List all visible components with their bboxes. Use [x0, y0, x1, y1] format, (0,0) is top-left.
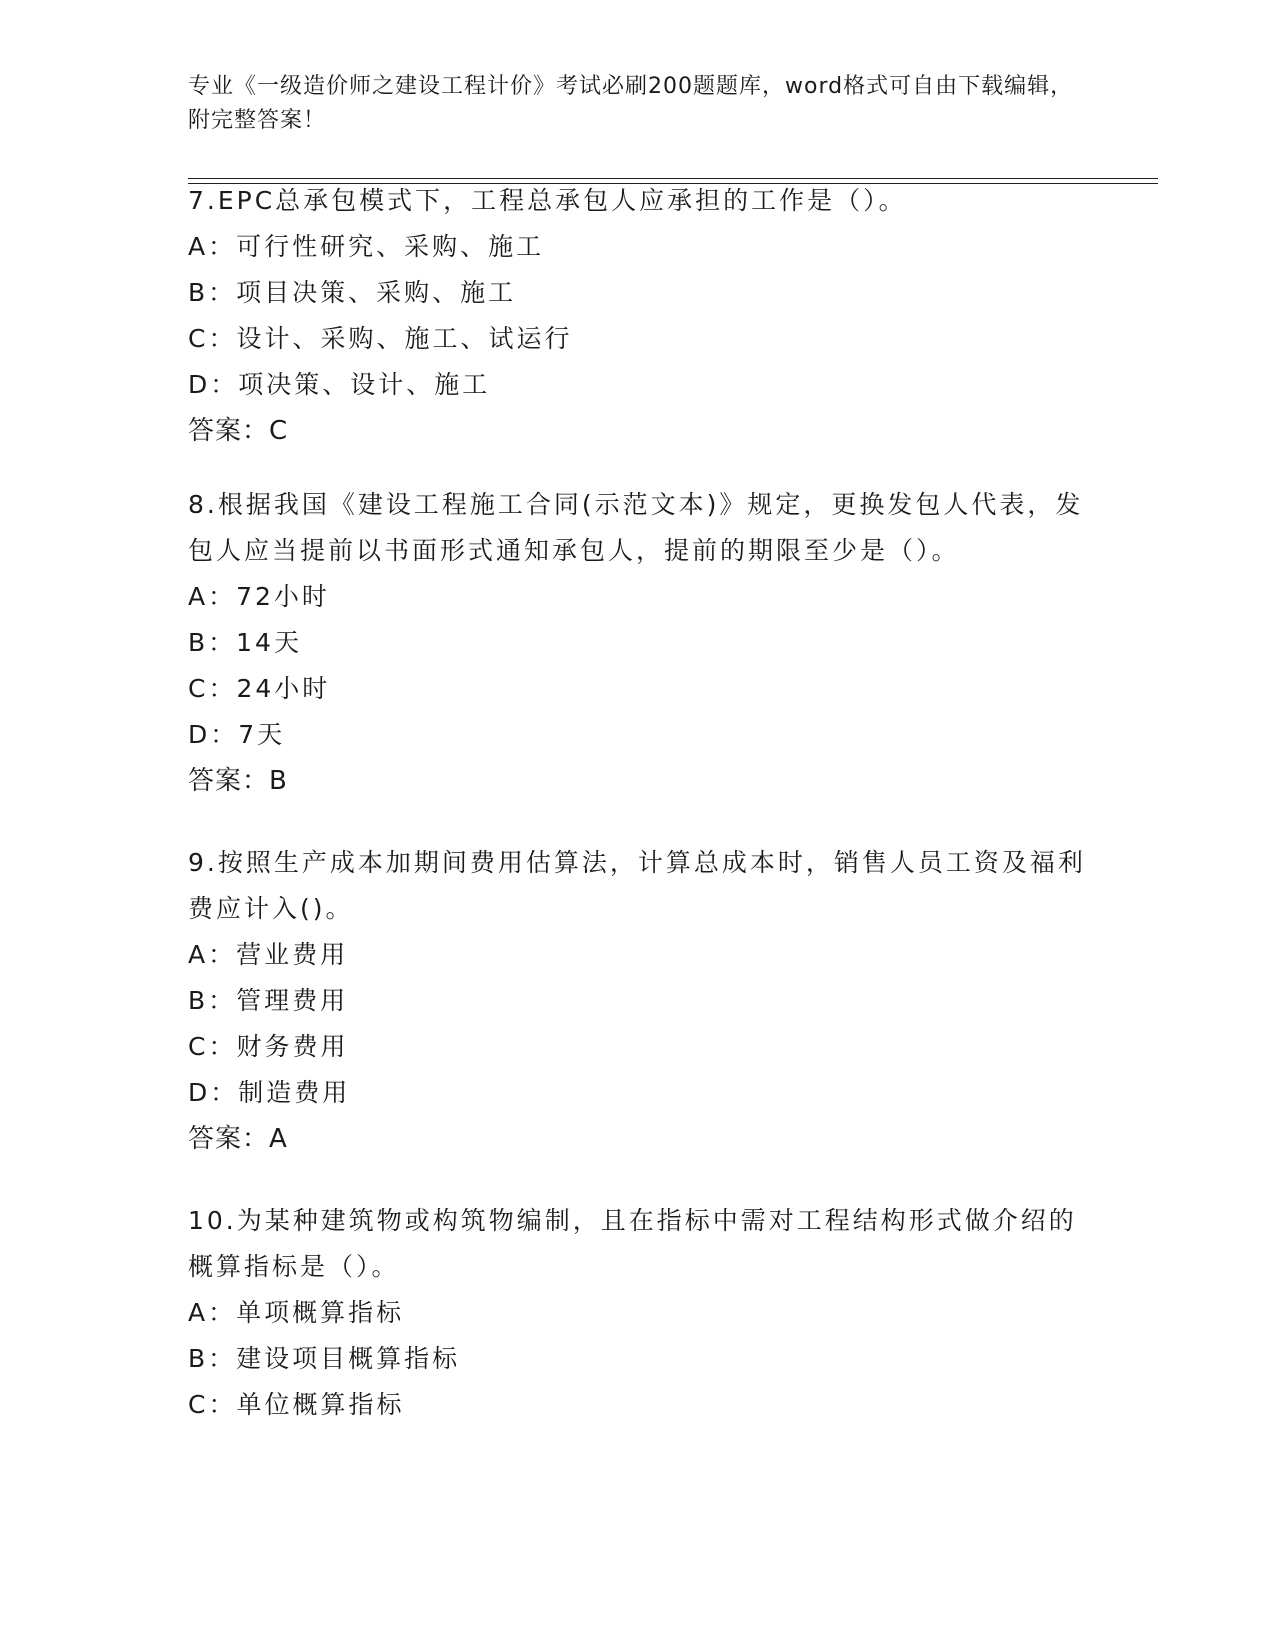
option-b: B：建设项目概算指标	[188, 1344, 461, 1373]
option-c: C：24小时	[188, 674, 331, 703]
option-d: D：制造费用	[188, 1078, 351, 1107]
option-b: B：管理费用	[188, 986, 349, 1015]
option-a: A：可行性研究、采购、施工	[188, 232, 545, 261]
option-b: B：14天	[188, 628, 302, 657]
answer-line	[188, 1116, 1088, 1162]
option-c: C：单位概算指标	[188, 1390, 405, 1419]
answer-value: A	[269, 1124, 288, 1154]
option-c: C：设计、采购、施工、试运行	[188, 324, 573, 353]
option-c: C：财务费用	[188, 1032, 349, 1061]
option-a: A：72小时	[188, 582, 330, 611]
question-8	[188, 482, 1088, 804]
document-intro: 专业《一级造价师之建设工程计价》考试必刷200题题库，word格式可自由下载编辑，附完整答案！	[188, 74, 1074, 133]
question-stem: 10.为某种建筑物或构筑物编制，且在指标中需对工程结构形式做介绍的概算指标是（）。	[188, 1206, 1077, 1281]
question-stem: 7.EPC总承包模式下，工程总承包人应承担的工作是（）。	[188, 186, 907, 215]
option-d: D：项决策、设计、施工	[188, 370, 491, 399]
answer-line	[188, 408, 1088, 454]
option-a: A：营业费用	[188, 940, 349, 969]
option-a: A：单项概算指标	[188, 1298, 405, 1327]
option-d: D：7天	[188, 720, 286, 749]
answer-value: B	[269, 766, 288, 796]
answer-label: 答案：	[188, 416, 270, 446]
answer-line	[188, 758, 1088, 804]
answer-label: 答案：	[188, 766, 270, 796]
question-stem: 8.根据我国《建设工程施工合同(示范文本)》规定，更换发包人代表，发包人应当提前以书面形式通知承包人，提前的期限至少是（）。	[188, 490, 1084, 565]
question-10	[188, 1198, 1088, 1428]
question-9	[188, 840, 1088, 1162]
option-b: B：项目决策、采购、施工	[188, 278, 517, 307]
answer-value: C	[269, 416, 289, 446]
answer-label: 答案：	[188, 1124, 270, 1154]
question-7	[188, 178, 1088, 454]
question-stem: 9.按照生产成本加期间费用估算法，计算总成本时，销售人员工资及福利费应计入()。	[188, 848, 1086, 923]
